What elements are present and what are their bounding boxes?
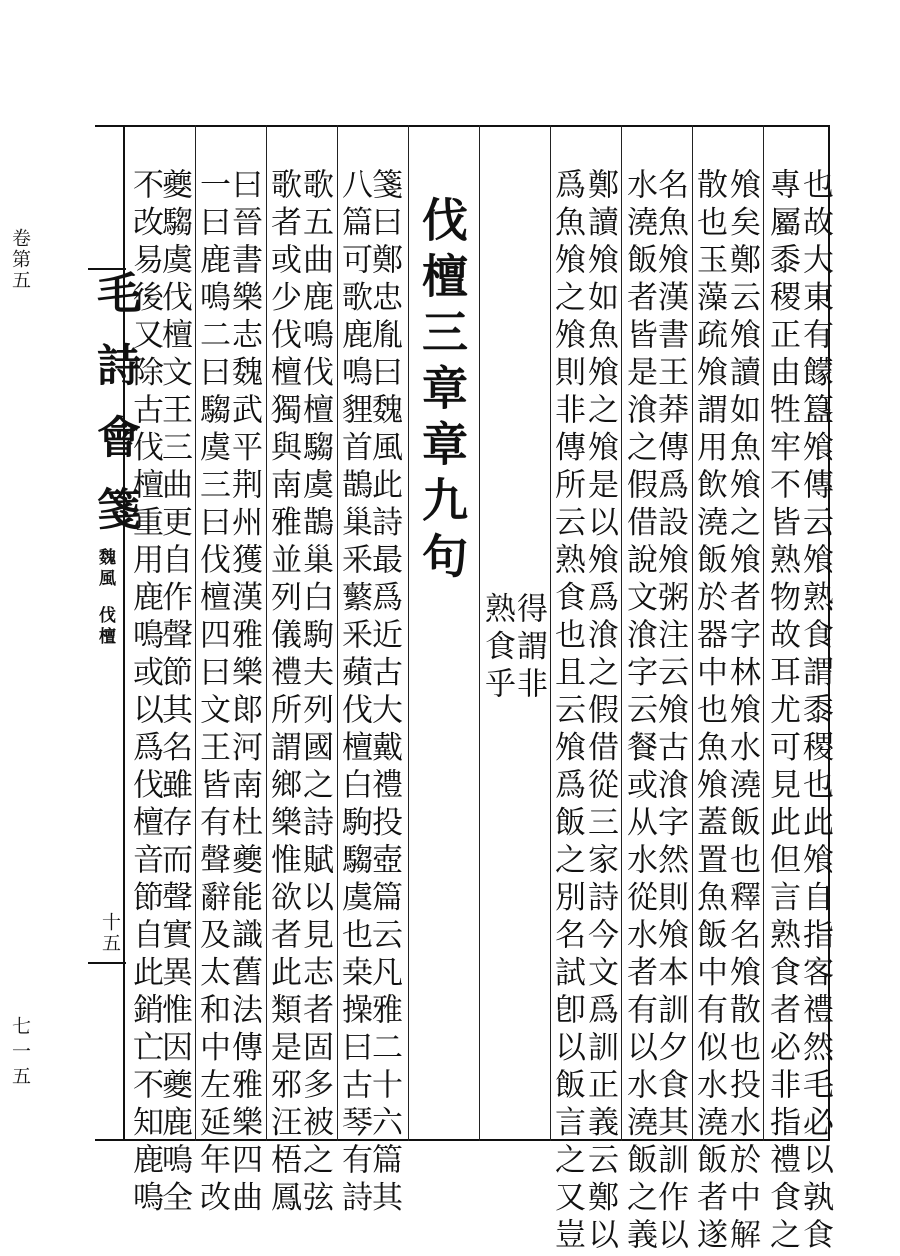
text-column-15: 曰晉書樂志魏武平荆州獲漢雅樂郞河南杜夔能識舊法傳雅樂四曲 — [226, 168, 262, 1218]
piece-label: 伐檀 — [95, 606, 115, 648]
text-column-7: 鄭讀飧如魚飧之飧是以飧爲湌之假借從三家詩今文爲訓正義云鄭以 — [582, 168, 618, 1256]
leaf-number: 十五 — [99, 912, 121, 954]
volume-label: 卷第五 — [9, 228, 31, 291]
text-column-11: 箋曰鄭忠胤曰魏風此詩最爲近古大戴禮投壺篇云凡雅二十六篇其 — [366, 168, 402, 1218]
spine-rule-bottom — [88, 962, 126, 964]
text-column-2: 專屬黍稷正由牲牢不皆熟物故耳尤可見此但言熟食者必非指禮食之 — [764, 168, 800, 1256]
text-column-17: 夔騶虞伐檀文王三曲更自作聲節其名雖存而聲實異惟因夔鹿鳴全 — [156, 168, 192, 1218]
text-column-18: 不改易後又除古伐檀重用鹿鳴或以爲伐檀音節自此銷亡不知鹿鳴 — [127, 168, 163, 1218]
text-column-5: 名魚飧漢書王莽傳爲設飧粥注云飧古湌字然則飧本訓夕食其訓作以 — [652, 168, 688, 1256]
page-number: 七一五 — [9, 1016, 31, 1091]
text-column-6: 水澆飯者皆是湌之假借說文湌字云餐或从水從水者有以水澆飯之義 — [621, 168, 657, 1256]
text-column-16: 一曰鹿鳴二曰騶虞三曰伐檀四曰文王皆有聲辭及太和中左延年改 — [194, 168, 230, 1218]
text-column-12: 八篇可歌鹿鳴貍首鵲巢釆蘩釆蘋伐檀白駒騶虞也桒操曰古琴有詩 — [336, 168, 372, 1218]
section-label: 魏風 — [95, 548, 115, 590]
text-column-9: 得謂非 — [511, 591, 547, 705]
text-column-14: 歌者或少伐檀獨與南雅並列儀禮所謂鄉樂惟欲者此類是邪汪梧鳳 — [265, 168, 301, 1218]
text-column-4: 散也玉藻疏飧謂用飲澆飯於器中也魚飧蓋置魚飯中有似水澆飯者遂 — [691, 168, 727, 1256]
text-column-3: 飧矣鄭云飧讀如魚飧之飧者字林飧水澆飯也釋名飧散也投水於中解 — [724, 168, 760, 1256]
column-divider — [408, 125, 409, 1141]
text-column-8: 爲魚飧之飧則非傳所云熟食也且云飧爲飯之別名試卽以飯言之又豈 — [549, 168, 585, 1256]
text-column-1: 也故大東有饛簋飧傳云飧熟食謂黍稷也此飧自指客禮然毛必以孰食 — [797, 168, 833, 1256]
text-column-10: 熟食乎 — [479, 591, 515, 705]
poem-heading: 伐檀三章章九句 — [415, 196, 469, 588]
book-title: 毛詩會箋 — [89, 270, 140, 558]
text-column-13: 歌五曲鹿鳴伐檀騶虞鵲巢白駒夫列國之詩賦以見志者固多被之弦 — [297, 168, 333, 1218]
